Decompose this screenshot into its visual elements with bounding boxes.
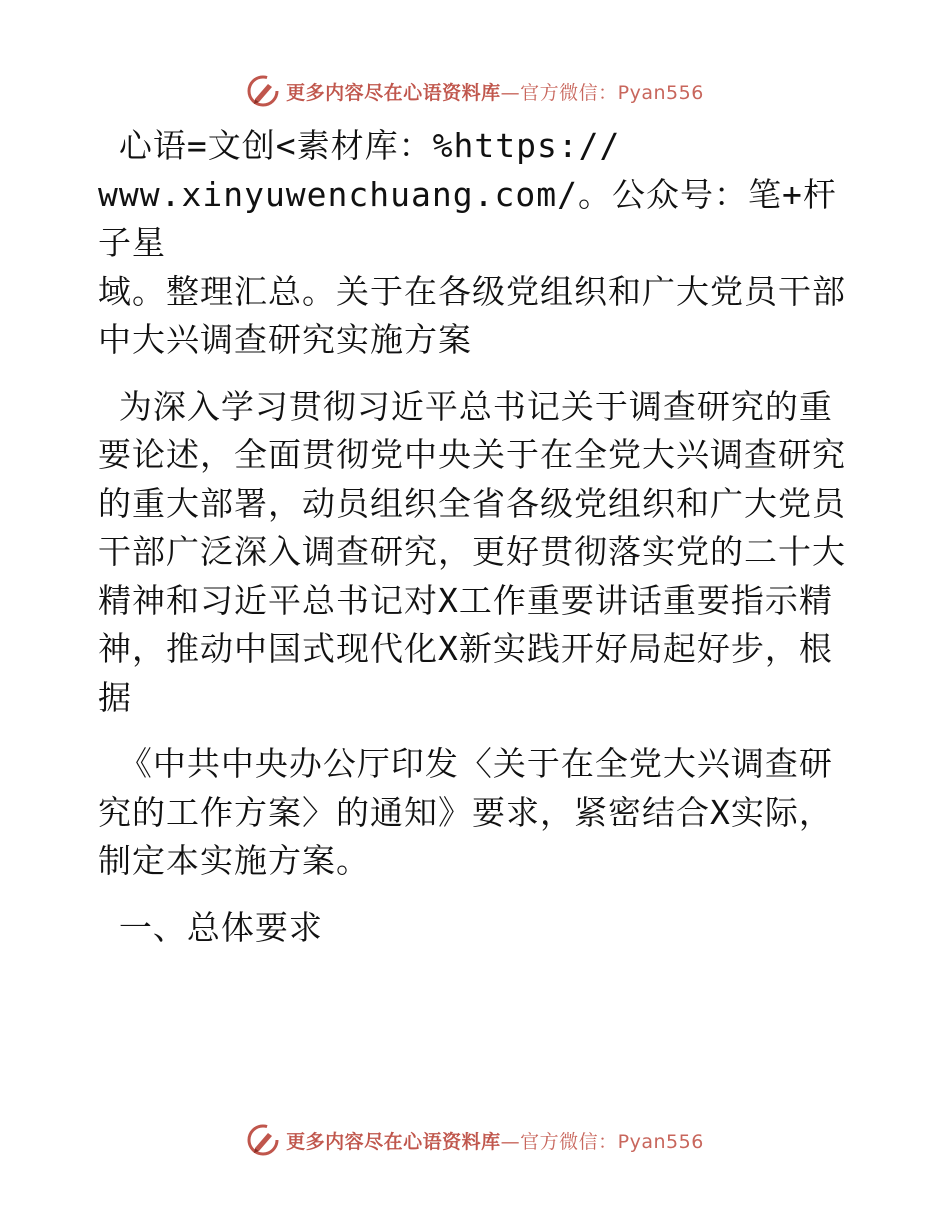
watermark-wechat: —官方微信：Pyan556 xyxy=(500,1130,704,1153)
text-line: 据 xyxy=(98,677,132,717)
text-line: 中大兴调查研究实施方案 xyxy=(98,320,472,359)
watermark-text xyxy=(286,78,704,105)
text-line: 干部广泛深入调查研究，更好贯彻落实党的二十大 xyxy=(98,532,846,571)
pen-circle-logo-icon xyxy=(246,1123,280,1157)
text-line: 精神和习近平总书记对X工作重要讲话重要指示精 xyxy=(98,580,833,620)
text-line: www.xinyuwenchuang.com/。公众号：笔+杆子星 xyxy=(98,174,837,262)
watermark-wechat: —官方微信：Pyan556 xyxy=(500,81,704,104)
text-line: 域。整理汇总。关于在各级党组织和广大党员干部 xyxy=(98,271,846,311)
text-line: 为深入学习贯彻习近平总书记关于调查研究的重 xyxy=(98,386,833,426)
text-line: 究的工作方案〉的通知》要求，紧密结合X实际， xyxy=(98,792,833,832)
watermark-brand: 更多内容尽在心语资料库 xyxy=(286,1130,501,1153)
text-line: 神，推动中国式现代化X新实践开好局起好步，根 xyxy=(98,629,833,668)
text-line: 的重大部署，动员组织全省各级党组织和广大党员 xyxy=(98,483,846,523)
text-line: 《中共中央办公厅印发〈关于在全党大兴调查研 xyxy=(98,744,833,783)
watermark-brand: 更多内容尽在心语资料库 xyxy=(286,81,501,104)
pen-circle-logo-icon xyxy=(246,74,280,108)
paragraph-title xyxy=(98,122,858,365)
header-watermark-banner xyxy=(0,71,950,111)
watermark-text xyxy=(286,1127,704,1154)
section-heading xyxy=(98,904,858,953)
paragraph-basis xyxy=(98,740,858,886)
footer-watermark-banner xyxy=(0,1120,950,1160)
text-line: 一、总体要求 xyxy=(98,907,323,947)
text-line: 制定本实施方案。 xyxy=(98,841,370,880)
paragraph-intro xyxy=(98,383,858,723)
text-line: 心语=文创<素材库：%https:// xyxy=(98,126,621,165)
document-body xyxy=(98,122,858,952)
text-line: 要论述，全面贯彻党中央关于在全党大兴调查研究 xyxy=(98,435,846,474)
